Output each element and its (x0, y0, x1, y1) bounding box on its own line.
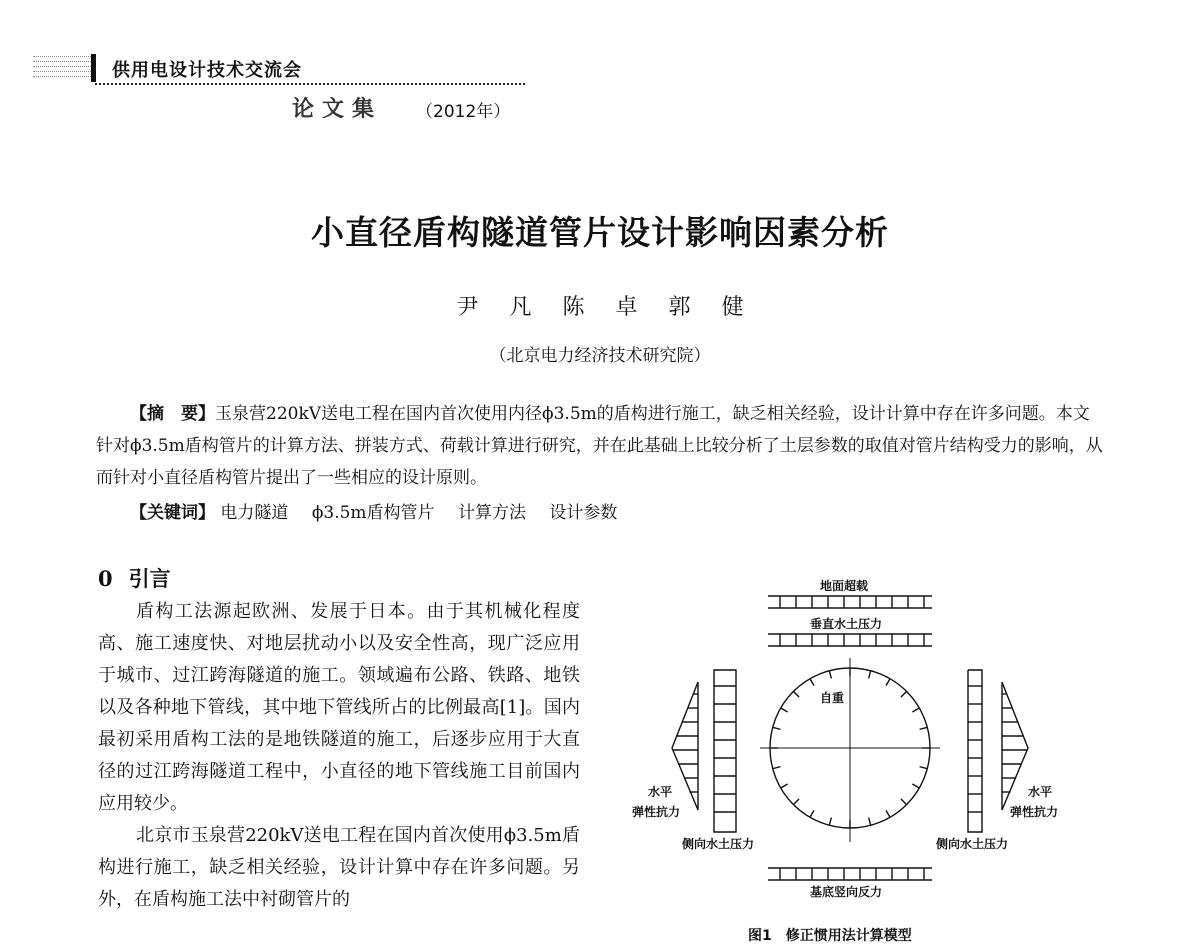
load-arrow (912, 708, 919, 712)
load-arrow (869, 818, 871, 826)
body-text (98, 596, 580, 916)
load-arrow (810, 810, 814, 817)
section-title: 引言 (128, 566, 171, 591)
label-elastic-left: 弹性抗力 (632, 805, 681, 819)
load-arrow (886, 810, 890, 817)
load-arrow (781, 784, 788, 788)
load-arrow (869, 671, 871, 679)
load-arrow (920, 767, 928, 769)
header-decoration (33, 52, 95, 82)
paragraph: 北京市玉泉营220kV送电工程在国内首次使用ϕ3.5m盾构进行施工，缺乏相关经验，设计计算中存在许多问题。另外，在盾构施工法中衬砌管片的 (98, 825, 580, 910)
abstract (96, 398, 1106, 494)
paragraph: 盾构工法源起欧洲、发展于日本。由于其机械化程度高、施工速度快、对地层扰动小以及安全性高，现广泛应用于城市、过江跨海隧道的施工。领域遍布公路、铁路、地铁以及各种地下管线，其中地下管线所占的比例最高[1]。国内最初采用盾构工法的是地铁隧道的施工，后逐步应用于大直径的过江跨海隧道工程中，小直径的地下管线施工目前国内应用较少。 (98, 601, 580, 814)
load-arrow (829, 671, 831, 679)
load-arrow (829, 818, 831, 826)
conference-name: 供用电设计技术交流会 (112, 60, 302, 81)
load-arrow (901, 691, 907, 697)
label-lateral-right: 侧向水土压力 (936, 837, 1009, 851)
label-base-reaction: 基底竖向反力 (810, 885, 883, 899)
load-arrow (793, 691, 799, 697)
figure-caption: 图1 修正惯用法计算模型 (748, 928, 912, 944)
load-arrow (793, 799, 799, 805)
keyword: 计算方法 (457, 503, 526, 523)
label-self-weight: 自重 (820, 691, 845, 705)
keyword: 设计参数 (549, 503, 618, 523)
load-arrow (886, 679, 890, 686)
keywords-label: 【关键词】 (130, 503, 215, 523)
load-arrow (901, 799, 907, 805)
label-lateral-left: 侧向水土压力 (682, 837, 755, 851)
load-arrow (773, 767, 781, 769)
load-arrow (773, 727, 781, 729)
label-vertical-pressure: 垂直水土压力 (810, 617, 883, 631)
load-arrow (810, 679, 814, 686)
keywords (130, 498, 635, 523)
collection-label: 论文集 (292, 96, 383, 122)
load-arrow (781, 708, 788, 712)
surcharge-arrows (780, 596, 924, 608)
keyword: 电力隧道 (220, 503, 289, 523)
affiliation: （北京电力经济技术研究院） (489, 346, 711, 366)
load-arrow (912, 784, 919, 788)
label-surcharge: 地面超载 (820, 579, 869, 593)
label-elastic-right: 弹性抗力 (1010, 805, 1059, 819)
collection-year: （2012年） (416, 102, 511, 122)
abstract-label: 【摘 要】 (130, 404, 215, 424)
author-name: 尹 凡 (456, 295, 532, 320)
author-name: 陈 卓 (562, 295, 638, 320)
header-divider (95, 83, 525, 85)
load-model-figure (610, 570, 1090, 941)
section-heading (98, 563, 171, 593)
paper-title: 小直径盾构隧道管片设计影响因素分析 (311, 213, 889, 252)
keyword: ϕ3.5m盾构管片 (311, 503, 435, 523)
abstract-text: 玉泉营220kV送电工程在国内首次使用内径ϕ3.5m的盾构进行施工，缺乏相关经验，设计计算中存在许多问题。本文针对ϕ3.5m盾构管片的计算方法、拼装方式、荷载计算进行研究，并在此基础上比较分析了土层参数的取值对管片结构受力的影响，从而针对小直径盾构管片提出了一些相应的设计原则。 (96, 404, 1103, 488)
author-name: 郭 健 (668, 295, 744, 320)
load-arrow (920, 727, 928, 729)
label-horizontal-right: 水平 (1028, 785, 1053, 799)
label-horizontal-left: 水平 (648, 785, 673, 799)
authors (0, 290, 1200, 321)
section-number: 0 (98, 566, 113, 591)
